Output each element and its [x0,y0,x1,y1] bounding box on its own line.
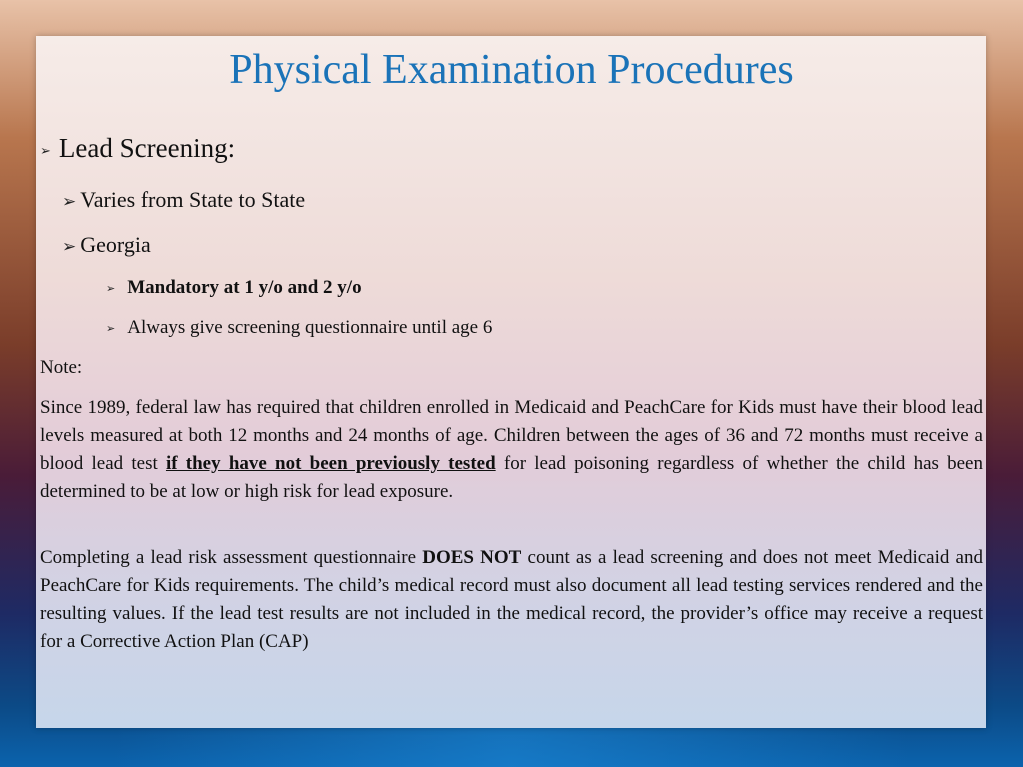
bullet-georgia [62,232,151,258]
arrow-bullet-icon: ➢ [106,323,116,336]
bullet-text: Mandatory at 1 y/o and 2 y/o [127,277,362,298]
note-label: Note: [40,357,83,378]
arrow-bullet-icon: ➢ [40,142,51,158]
bullet-varies [62,187,305,213]
arrow-bullet-icon: ➢ [106,283,116,296]
slide-title: Physical Examination Procedures [229,47,794,93]
arrow-bullet-icon: ➢ [62,237,77,256]
emphasis-text: if they have not been previously tested [165,453,496,474]
bullet-text: Georgia [80,232,151,257]
arrow-bullet-icon: ➢ [62,192,77,211]
bullet-always [106,317,492,339]
paragraph-text: for lead poisoning regardless of whether the child has been determined to be at low or high risk for lead exposure. [40,453,983,502]
bullet-mandatory [106,277,362,299]
bullet-text: Lead Screening: [58,133,236,163]
paragraph-questionnaire [40,544,983,656]
paragraph-federal-law [40,394,983,506]
emphasis-text: DOES NOT [422,547,522,568]
bullet-text: Varies from State to State [80,187,306,212]
paragraph-text: count as a lead screening and does not meet Medicaid and PeachCare for Kids requirements. The child’s medical record must also document all lead testing services rendered and the resulting values. If the lead test results are not included in the medical record, the provider’s office may receive a request for a Corrective Action Plan (CAP) [40,547,983,652]
bullet-text: Always give screening questionnaire until age 6 [127,317,493,338]
paragraph-text: Completing a lead risk assessment questionnaire [40,547,423,568]
paragraph-text: Since 1989, federal law has required that children enrolled in Medicaid and PeachCare for Kids must have their blood lead levels measured at both 12 months and 24 months of age. Children between the ages of 36 and 72 months must receive a blood lead test [40,397,983,474]
bullet-lead-screening [40,133,235,164]
